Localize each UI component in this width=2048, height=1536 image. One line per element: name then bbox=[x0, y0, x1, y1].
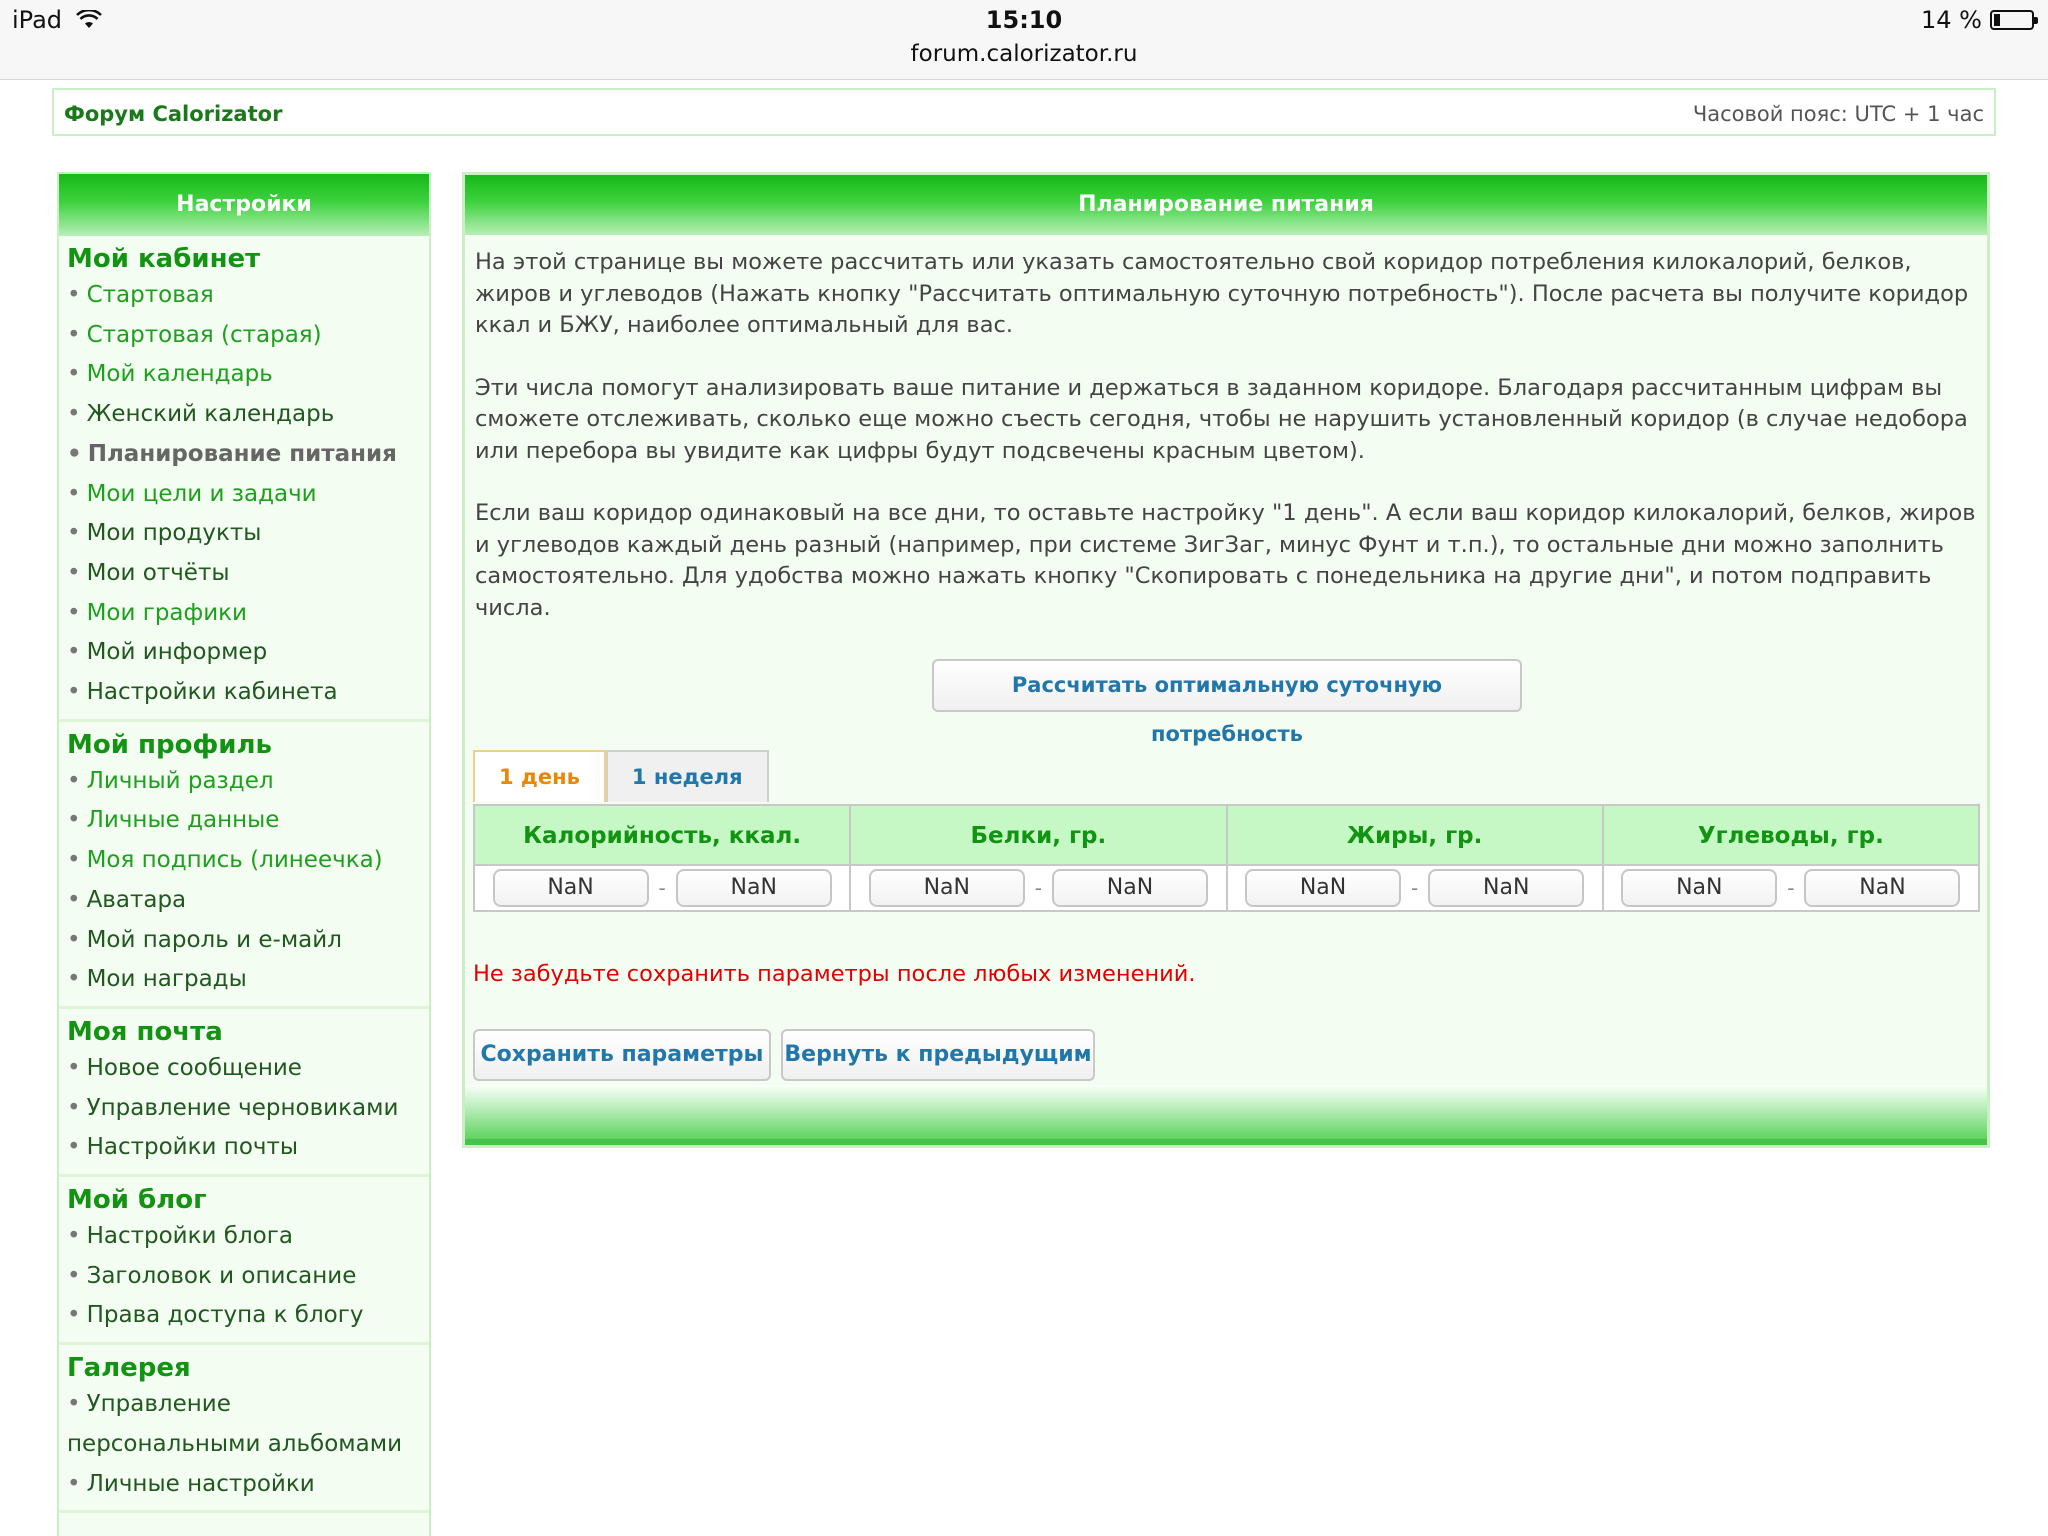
sidebar-item-drafts[interactable]: • Управление черновиками bbox=[67, 1094, 399, 1121]
sidebar-item-goals[interactable]: • Мои цели и задачи bbox=[67, 480, 317, 507]
sidebar-item-password-email[interactable]: • Мой пароль и e-майл bbox=[67, 926, 342, 953]
section-title: Моя почта bbox=[67, 1016, 223, 1047]
sidebar-heading: Настройки bbox=[59, 174, 429, 236]
sidebar-item-cabinet-settings[interactable]: • Настройки кабинета bbox=[67, 679, 338, 706]
column-header: Жиры, гр. bbox=[1228, 806, 1602, 866]
sidebar-item-start[interactable]: • Стартовая bbox=[67, 282, 214, 308]
sidebar-item-informer[interactable]: • Мой информер bbox=[67, 639, 268, 666]
section-my-cabinet bbox=[59, 236, 429, 722]
carbs-min-input[interactable]: NaN bbox=[1621, 869, 1777, 907]
intro-text bbox=[465, 235, 1987, 624]
column-header: Углеводы, гр. bbox=[1604, 806, 1978, 866]
section-my-mail bbox=[59, 1009, 429, 1177]
sidebar-item-new-message[interactable]: • Новое сообщение bbox=[67, 1054, 302, 1081]
battery-percent: 14 % bbox=[1921, 6, 1982, 34]
meal-planning-panel bbox=[462, 172, 1990, 1148]
carbs-max-input[interactable]: NaN bbox=[1804, 869, 1960, 907]
nutrition-corridor-table bbox=[473, 804, 1980, 912]
calories-max-input[interactable]: NaN bbox=[676, 869, 832, 907]
sidebar-item-albums[interactable]: • Управление персональными альбомами bbox=[67, 1391, 403, 1457]
intro-paragraph: На этой странице вы можете рассчитать или указать самостоятельно свой коридор потребления килокалорий, белков, жиров и углеводов (Нажать кнопку "Рассчитать оптимальную суточную потребность"). После расчета вы получите коридор ккал и БЖУ, наиболее оптимальный для вас. bbox=[475, 249, 1969, 338]
forum-title-link[interactable]: Форум Calorizator bbox=[64, 102, 283, 126]
range-separator: - bbox=[1411, 876, 1419, 900]
section-title: Мой профиль bbox=[67, 729, 272, 760]
sidebar-item-avatar[interactable]: • Аватара bbox=[67, 886, 187, 913]
sidebar-item-calendar[interactable]: • Мой календарь bbox=[67, 361, 273, 388]
sidebar-item-female-calendar[interactable]: • Женский календарь bbox=[67, 401, 335, 428]
sidebar-item-products[interactable]: • Мои продукты bbox=[67, 520, 262, 547]
status-right bbox=[1921, 6, 2034, 34]
column-header: Калорийность, ккал. bbox=[475, 806, 849, 866]
sidebar-item-personal-section[interactable]: • Личный раздел bbox=[67, 767, 274, 794]
address-bar-url[interactable]: forum.calorizator.ru bbox=[910, 41, 1138, 67]
device-label: iPad bbox=[12, 6, 63, 34]
section-my-blog bbox=[59, 1177, 429, 1345]
timezone-label: Часовой пояс: UTC + 1 час bbox=[1692, 102, 1984, 126]
period-tabs bbox=[473, 750, 769, 802]
sidebar-item-blog-header[interactable]: • Заголовок и описание bbox=[67, 1262, 357, 1289]
protein-min-input[interactable]: NaN bbox=[869, 869, 1025, 907]
sidebar-item-mail-settings[interactable]: • Настройки почты bbox=[67, 1134, 299, 1161]
clock: 15:10 bbox=[985, 6, 1063, 34]
sidebar-item-meal-planning[interactable]: • Планирование питания bbox=[67, 440, 397, 467]
sidebar-item-charts[interactable]: • Мои графики bbox=[67, 599, 247, 626]
save-parameters-button[interactable]: Сохранить параметры bbox=[473, 1029, 771, 1081]
sidebar-item-reports[interactable]: • Мои отчёты bbox=[67, 559, 230, 586]
tab-1-day[interactable]: 1 день bbox=[473, 750, 606, 802]
intro-paragraph: Если ваш коридор одинаковый на все дни, то оставьте настройку "1 день". А если ваш коридор килокалорий, белков, жиров и углеводов каждый день разный (например, при системе ЗигЗаг, минус Фунт и т.п.), то остальные дни можно заполнить самостоятельно. Для удобства можно нажать кнопку "Скопировать с понедельника на другие дни", и потом подправить числа. bbox=[475, 500, 1976, 621]
battery-icon bbox=[1990, 10, 2034, 30]
protein-column bbox=[851, 806, 1227, 910]
sidebar-item-start-old[interactable]: • Стартовая (старая) bbox=[67, 321, 322, 348]
settings-sidebar bbox=[57, 172, 431, 1536]
calories-min-input[interactable]: NaN bbox=[493, 869, 649, 907]
panel-title: Планирование питания bbox=[465, 175, 1987, 235]
fat-min-input[interactable]: NaN bbox=[1245, 869, 1401, 907]
column-header: Белки, гр. bbox=[851, 806, 1225, 866]
panel-footer bbox=[465, 1085, 1987, 1145]
fat-column bbox=[1228, 806, 1604, 910]
carbs-column bbox=[1604, 806, 1978, 910]
sidebar-item-personal-data[interactable]: • Личные данные bbox=[67, 807, 280, 834]
calories-column bbox=[475, 806, 851, 910]
sidebar-item-blog-access[interactable]: • Права доступа к блогу bbox=[67, 1302, 364, 1329]
save-warning: Не забудьте сохранить параметры после любых изменений. bbox=[473, 961, 1196, 987]
tab-1-week[interactable]: 1 неделя bbox=[606, 750, 769, 802]
calculate-optimal-button[interactable]: Рассчитать оптимальную суточную потребность bbox=[932, 659, 1522, 712]
section-title: Мой кабинет bbox=[67, 244, 261, 274]
section-title: Галерея bbox=[67, 1353, 191, 1384]
sidebar-item-personal-settings[interactable]: • Личные настройки bbox=[67, 1470, 315, 1497]
status-bar bbox=[0, 0, 2048, 80]
protein-max-input[interactable]: NaN bbox=[1052, 869, 1208, 907]
intro-paragraph: Эти числа помогут анализировать ваше питание и держаться в заданном коридоре. Благодаря рассчитанным цифрам вы сможете отслеживать, сколько еще можно съесть сегодня, чтобы не нарушить установленный коридор (в случае недобора или перебора вы увидите как цифры будут подсвечены красным цветом). bbox=[475, 374, 1968, 464]
section-gallery bbox=[59, 1345, 429, 1513]
sidebar-item-signature[interactable]: • Моя подпись (линеечка) bbox=[67, 847, 383, 874]
fat-max-input[interactable]: NaN bbox=[1428, 869, 1584, 907]
sidebar-item-blog-settings[interactable]: • Настройки блога bbox=[67, 1223, 293, 1250]
revert-button[interactable]: Вернуть к предыдущим bbox=[781, 1029, 1095, 1081]
forum-header bbox=[52, 88, 1996, 136]
range-separator: - bbox=[658, 876, 666, 900]
sidebar-item-awards[interactable]: • Мои награды bbox=[67, 966, 247, 993]
range-separator: - bbox=[1787, 876, 1795, 900]
range-separator: - bbox=[1034, 876, 1042, 900]
section-title: Мой блог bbox=[67, 1185, 207, 1216]
section-my-profile bbox=[59, 722, 429, 1009]
